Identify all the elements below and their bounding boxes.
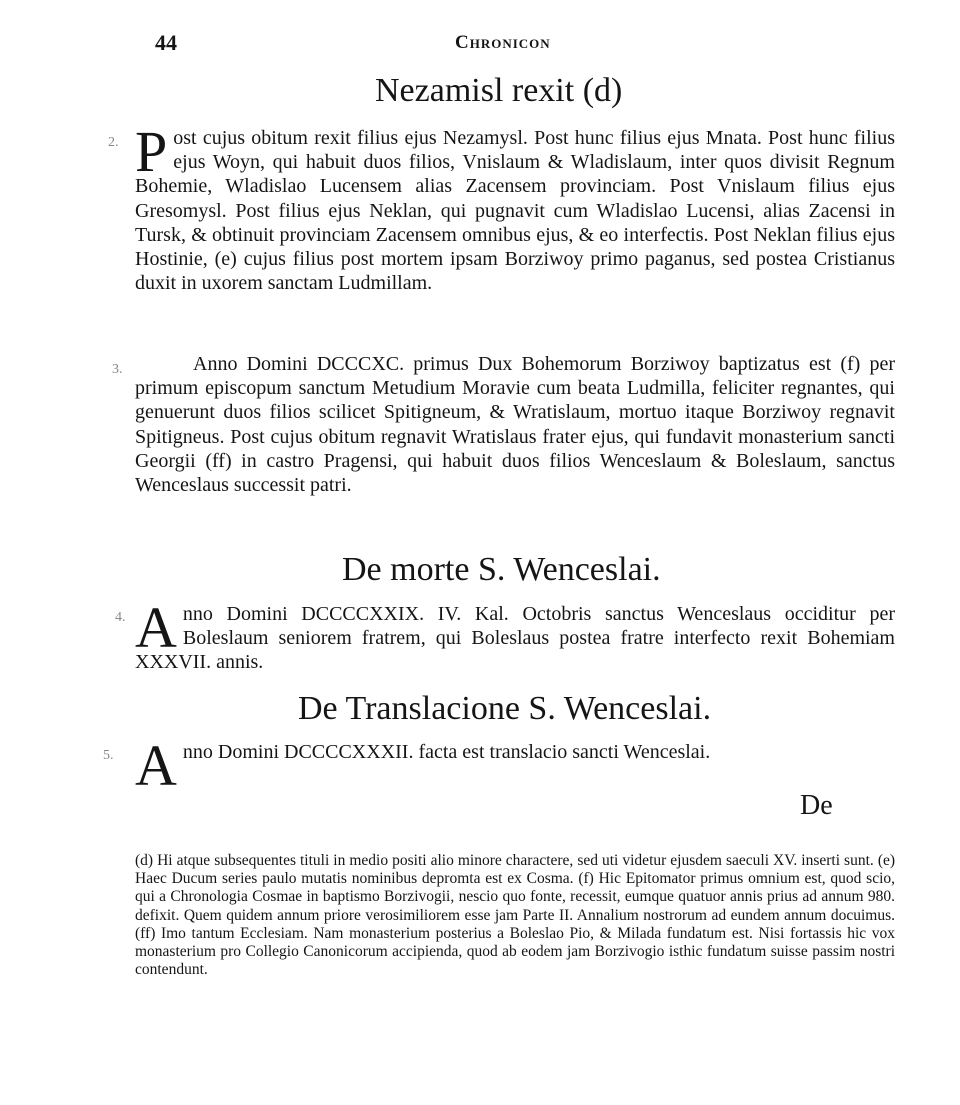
paragraph-text: nno Domini DCCCCXXXII. facta est translacio sancti Wenceslai. xyxy=(182,741,711,763)
margin-number: 5. xyxy=(103,748,114,763)
paragraph-de-morte xyxy=(135,595,895,675)
margin-number: 2. xyxy=(108,135,119,150)
margin-number: 4. xyxy=(115,610,126,625)
catchword: De xyxy=(800,790,833,821)
footnote-ff: (ff) Imo tantum Ecclesiam. Nam monasterium posterius a Boleslao Pio, & Milada fundatum est. Nisi fortassis hic vox monasterium pro Collegio Canonicorum accipienda, quod ab eodem jam Borzivogio isthic fundatum suisse passim nostri contendunt. xyxy=(135,924,895,979)
footnote-e: (e) Haec Ducum series paulo mutatis nominibus depromta est ex Cosma. xyxy=(135,852,896,888)
paragraph-nezamisl xyxy=(135,119,895,295)
paragraph-borziwoy xyxy=(135,352,895,497)
paragraph-text: nno Domini DCCCCXXIX. IV. Kal. Octobris sanctus Wenceslaus occiditur per Boleslaum seniorem fratrem, qui Boleslaus postea fratre interfecto rexit Bohemiam XXXVII. annis. xyxy=(135,603,895,674)
paragraph-text: Anno Domini DCCCXC. primus Dux Bohemorum Borziwoy baptizatus est (f) per primum episcopum sanctum Metudium Moravie cum beata Ludmilla, feliciter regnantes, qui genuerunt duos filios scilicet Spitigneum, & Wratislaum, mortuo itaque Borziwoy regnavit Spitigneus. Post cujus obitum regnavit Wratislaus frater ejus, qui fundavit monasterium sancti Georgii (ff) in castro Pragensi, qui habuit duos filios Wenceslaum & Boleslaum, sanctus Wenceslaus successit patri. xyxy=(135,353,895,497)
drop-cap: A xyxy=(135,595,177,660)
section-heading-nezamisl: Nezamisl rexit (d) xyxy=(375,72,623,109)
page-number: 44 xyxy=(155,30,177,55)
paragraph-text: ost cujus obitum rexit filius ejus Nezamysl. Post hunc filius ejus Mnata. Post hunc filius ejus Woyn, qui habuit duos filios, Vnislaum & Wladislaum, inter quos divisit Regnum Bohemie, Wladislao Lucensem alias Zacensem provinciam. Post Vnislaum filius ejus Gresomysl. Post filius ejus Neklan, qui pugnavit cum Wladislao Lucensi, alias Zacensi in Tursk, & obtinuit provinciam Zacensem omnibus ejus, & eo interfectis. Post Neklan filius ejus Hostinie, (e) cujus filius post mortem ipsam Borziwoy primo paganus, sed postea Cristianus duxit in uxorem sanctam Ludmillam. xyxy=(135,127,895,295)
drop-cap: A xyxy=(135,733,177,798)
footnote-d: (d) Hi atque subsequentes tituli in medio positi alio minore charactere, sed uti videtur ejusdem saeculi XV. inserti sunt. xyxy=(135,852,874,869)
section-heading-de-morte: De morte S. Wenceslai. xyxy=(342,551,661,588)
drop-cap: P xyxy=(135,119,168,184)
section-heading-de-translacione: De Translacione S. Wenceslai. xyxy=(298,690,712,727)
margin-number: 3. xyxy=(112,362,123,377)
footnotes xyxy=(135,852,895,979)
footnote-f: (f) Hic Epitomator primus omnium est, quod scio, qui a Chronologia Cosmae in baptismo Borzivogii, nescio quo fonte, recessit, eumque quatuor annis prius ad annum 980. defixit. Quem quidem annum priore verosimiliorem esse jam Parte II. Annalium nostrorum ad eundem annum docuimus. xyxy=(135,870,896,924)
running-title: Chronicon xyxy=(455,32,551,53)
paragraph-de-translacione xyxy=(135,733,895,798)
